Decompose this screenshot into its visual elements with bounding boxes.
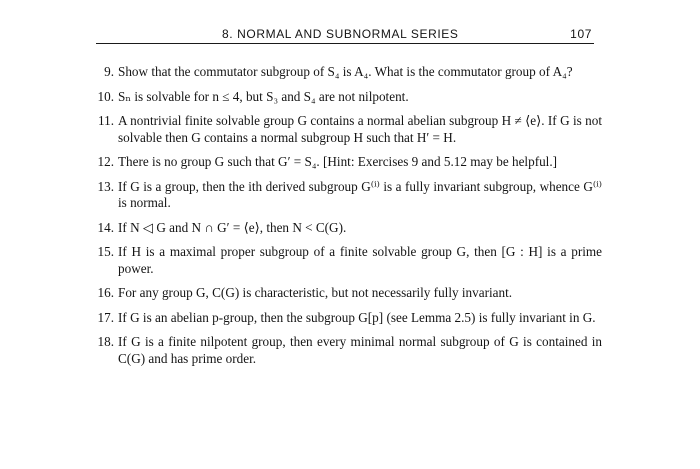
exercise-text: There is no group G such that G′ = S₄. [Hint: Exercises 9 and 5.12 may be helpful.] <box>118 154 558 169</box>
exercise-number: 16. <box>97 285 114 300</box>
exercise-list <box>90 64 602 375</box>
exercise-number: 9. <box>104 64 114 79</box>
exercise-item <box>90 285 602 302</box>
exercise-item <box>90 113 602 146</box>
exercise-text: A nontrivial finite solvable group G contains a normal abelian subgroup H ≠ ⟨e⟩. If G is not solvable then G contains a normal subgroup H such that H′ = H. <box>118 113 602 145</box>
exercise-text: Sₙ is solvable for n ≤ 4, but S₃ and S₄ are not nilpotent. <box>118 88 409 104</box>
header-rule <box>96 43 594 44</box>
exercise-text: If G is a finite nilpotent group, then every minimal normal subgroup of G is contained in C(G) and has prime order. <box>118 334 602 366</box>
exercise-item <box>90 244 602 277</box>
exercise-number: 13. <box>97 178 114 194</box>
exercise-item <box>90 334 602 367</box>
exercise-text: If N ◁ G and N ∩ G′ = ⟨e⟩, then N < C(G). <box>118 219 347 235</box>
chapter-title: 8. NORMAL AND SUBNORMAL SERIES <box>222 27 459 41</box>
exercise-text: If G is an abelian p-group, then the subgroup G[p] (see Lemma 2.5) is fully invariant in G. <box>118 309 596 325</box>
exercise-number: 17. <box>97 309 114 325</box>
exercise-item <box>90 310 602 327</box>
exercise-number: 14. <box>97 219 114 235</box>
running-header <box>96 26 594 44</box>
exercise-number: 12. <box>97 154 114 169</box>
exercise-text: If G is a group, then the ith derived subgroup G⁽ⁱ⁾ is a fully invariant subgroup, whence G⁽ⁱ⁾ is normal. <box>118 178 602 210</box>
exercise-item <box>90 220 602 237</box>
exercise-number: 11. <box>98 113 114 128</box>
page-number: 107 <box>570 27 592 41</box>
exercise-item <box>90 154 602 171</box>
exercise-item <box>90 179 602 212</box>
exercise-text: Show that the commutator subgroup of S₄ is A₄. What is the commutator group of A₄? <box>118 64 573 79</box>
exercise-number: 15. <box>97 244 114 259</box>
exercise-item <box>90 64 602 81</box>
exercise-text: If H is a maximal proper subgroup of a finite solvable group G, then [G : H] is a prime power. <box>118 244 602 276</box>
exercise-item <box>90 89 602 106</box>
exercise-number: 10. <box>97 88 114 104</box>
exercise-number: 18. <box>97 334 114 349</box>
exercise-text: For any group G, C(G) is characteristic, but not necessarily fully invariant. <box>118 285 513 300</box>
